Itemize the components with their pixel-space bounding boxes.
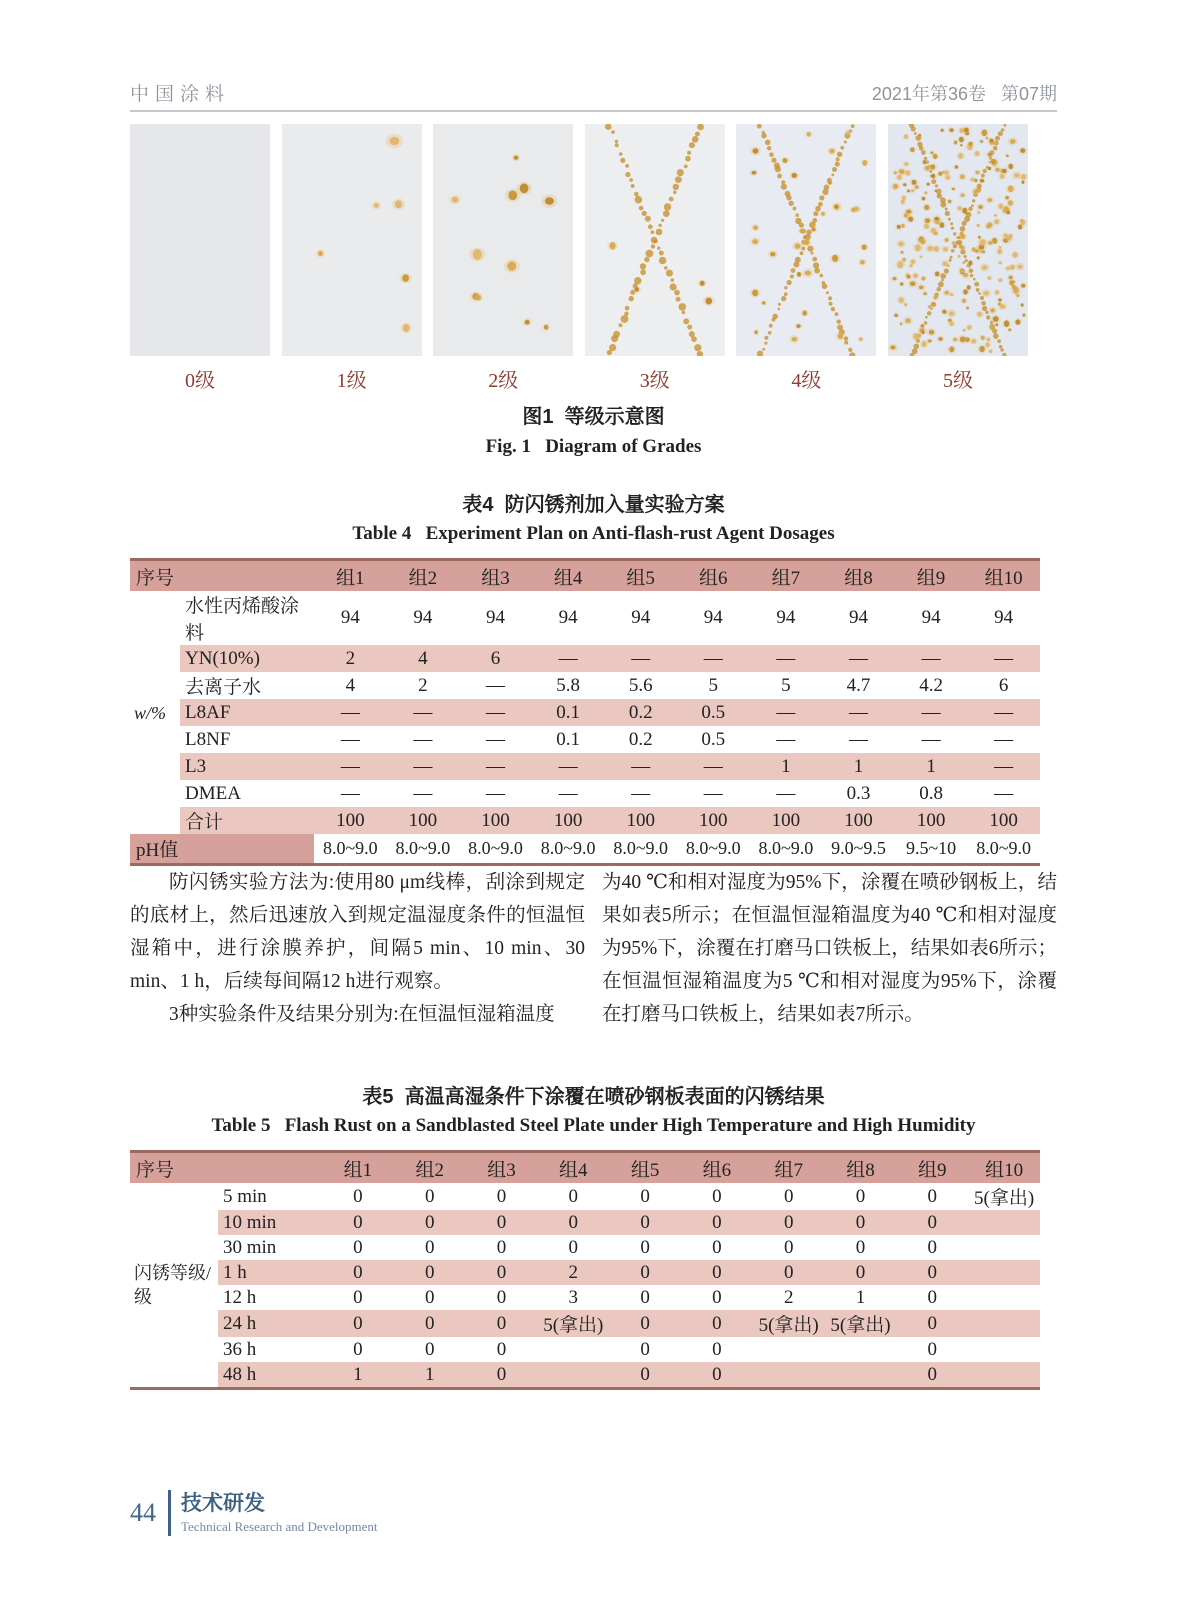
table5-cell: 0 — [394, 1210, 466, 1235]
table5-col-header: 组2 — [394, 1152, 466, 1184]
table5-cell: 0 — [496, 1286, 507, 1308]
table5-row-label: 36 h — [223, 1338, 257, 1360]
table5-cell: 0 — [825, 1260, 897, 1285]
table4-cell: 5 — [781, 674, 791, 696]
table4-cell: 5.8 — [556, 674, 580, 696]
table5-col-header: 组9 — [896, 1152, 968, 1184]
table4-cell: — — [604, 645, 677, 672]
table4-ph-row — [130, 834, 1040, 865]
table4-cell: 94 — [413, 607, 433, 628]
table5-col-header: 组5 — [609, 1152, 681, 1184]
table5-cell: 0 — [496, 1185, 507, 1207]
table5-cell: 5(拿出) — [753, 1310, 825, 1337]
table5-cell: 0 — [712, 1236, 722, 1258]
table5-cell — [968, 1362, 1040, 1389]
table4-ph-cell: 8.0~9.0 — [314, 834, 387, 865]
table4-cell: — — [631, 782, 651, 804]
table4-group-label: w/% — [130, 591, 180, 834]
table5-col-header: 组3 — [466, 1152, 538, 1184]
grade-image-3 — [585, 124, 725, 356]
table5-cell: 0 — [568, 1236, 579, 1258]
grade-image-5 — [888, 124, 1028, 356]
table5-cell: 0 — [712, 1286, 722, 1308]
table5-cell: 0 — [609, 1210, 681, 1235]
table4-ph-cell: 9.5~10 — [895, 834, 968, 865]
table5-cell: 0 — [896, 1362, 968, 1389]
table4-cell: 0.1 — [556, 728, 580, 750]
table5-col-header: 组1 — [322, 1152, 394, 1184]
table4-ph-label: pH值 — [130, 834, 314, 865]
table4-cell: — — [776, 782, 796, 804]
table4-ph-cell: 8.0~9.0 — [750, 834, 823, 865]
table4-cell: 94 — [703, 607, 723, 628]
table4-cell: 0.3 — [846, 782, 871, 804]
table5-cell: 0 — [394, 1260, 466, 1285]
table4-col-header: 组2 — [387, 560, 460, 592]
table4-title-en: Table 4 Experiment Plan on Anti-flash-rust Agent Dosages — [352, 523, 835, 544]
table4-cell: 0.5 — [701, 728, 726, 750]
table5-col-header: 组4 — [537, 1152, 609, 1184]
table5-cell: 0 — [353, 1236, 363, 1258]
table4-cell: 100 — [677, 807, 750, 834]
table5-cell: 0 — [855, 1236, 866, 1258]
table5-col-header: 组8 — [825, 1152, 897, 1184]
table5-group-label: 闪锈等级/级 — [130, 1183, 218, 1389]
text-col-right — [602, 866, 1057, 1031]
figure1-caption-cn: 图1 等级示意图 — [522, 406, 665, 428]
table4-cell: — — [532, 645, 605, 672]
table4-cell: — — [413, 728, 433, 750]
table4-row — [130, 699, 1040, 726]
table5-cell: 0 — [927, 1236, 938, 1258]
table4-cell: 1 — [750, 753, 823, 780]
table5-row-label: 30 min — [223, 1236, 277, 1258]
table4-cell: — — [314, 753, 387, 780]
grade-panel-1 — [282, 124, 422, 393]
table4-row-label: L8NF — [185, 728, 231, 750]
table5-row — [130, 1310, 1040, 1337]
table5-cell: 0 — [681, 1210, 753, 1235]
issue-info: 2021年第36卷 第07期 — [871, 84, 1057, 104]
grade-label: 4级 — [791, 370, 822, 392]
figure1-panels — [130, 124, 1028, 393]
table4-row — [130, 753, 1040, 780]
table4-cell: 0.5 — [677, 699, 750, 726]
grade-panel-0 — [130, 124, 270, 393]
table5-section — [130, 1080, 1057, 1390]
table5-cell: 0 — [783, 1236, 794, 1258]
table5-cell: 1 — [855, 1286, 866, 1308]
table4-cell: 100 — [822, 807, 895, 834]
table4-cell: 94 — [631, 607, 651, 628]
table5-row — [130, 1183, 1040, 1210]
grade-image-4 — [736, 124, 876, 356]
footer-section-cn: 技术研发 — [181, 1491, 265, 1515]
table5-cell: 0 — [927, 1286, 938, 1308]
table4-cell: 1 — [895, 753, 968, 780]
figure1-captions — [130, 400, 1057, 458]
table4-cell: — — [895, 645, 968, 672]
table5-cell: 5(拿出) — [537, 1310, 609, 1337]
table5-row — [130, 1210, 1040, 1235]
table4-cell: 2 — [418, 674, 428, 696]
table4-cell: 100 — [895, 807, 968, 834]
table4-cell: 94 — [558, 607, 578, 628]
paragraph-conditions-start: 3种实验条件及结果分别为:在恒温恒湿箱温度 — [169, 1004, 555, 1025]
table4-row-label: L3 — [180, 753, 314, 780]
table4-cell: 100 — [314, 807, 387, 834]
grade-panel-2 — [433, 124, 573, 393]
table5-cell: 0 — [537, 1210, 609, 1235]
table5-cell — [968, 1235, 1040, 1260]
table5-cell: 0 — [424, 1185, 435, 1207]
table4-cell: 94 — [776, 607, 796, 628]
table4-cell: — — [750, 699, 823, 726]
table4-cell: — — [921, 728, 941, 750]
table5-cell: 3 — [568, 1286, 579, 1308]
table5-row-label: 10 min — [218, 1210, 322, 1235]
table4-ph-cell: 8.0~9.0 — [604, 834, 677, 865]
page-header — [130, 78, 1057, 112]
table5-cell: 1 — [322, 1362, 394, 1389]
table5-cell: 0 — [855, 1185, 866, 1207]
table5-cell — [825, 1337, 897, 1362]
table5-row-label: 5 min — [223, 1185, 267, 1207]
table4-col-header: 组6 — [677, 560, 750, 592]
table5-cell: 0 — [322, 1210, 394, 1235]
table5-cell: 0 — [353, 1185, 363, 1207]
table4-cell: 100 — [604, 807, 677, 834]
table4-cell: 94 — [340, 607, 360, 628]
table5-row — [130, 1337, 1040, 1362]
table5-cell: 0 — [496, 1236, 507, 1258]
table5-cell — [968, 1337, 1040, 1362]
table5-cell — [968, 1285, 1040, 1310]
table5-cell: 0 — [825, 1210, 897, 1235]
table4-cell: 2 — [314, 645, 387, 672]
table4-cell: 5.6 — [628, 674, 653, 696]
table4-cell: 94 — [848, 607, 868, 628]
paragraph-conditions-cont: 为40 ℃和相对湿度为95%下，涂覆在喷砂钢板上，结果如表5所示；在恒温恒湿箱温度为40 ℃和相对湿度为95%下，涂覆在打磨马口铁板上，结果如表6所示；在恒温恒湿箱温度为5 ℃和相对湿度为95%下，涂覆在打磨马口铁板上，结果如表7所示。 — [602, 872, 1057, 1025]
table4-col-header: 组10 — [967, 560, 1040, 592]
table5-row-label: 48 h — [218, 1362, 322, 1389]
grade-image-2 — [433, 124, 573, 356]
table5-cell: 0 — [424, 1338, 435, 1360]
table5-cell: 0 — [640, 1185, 650, 1207]
table5-row — [130, 1260, 1040, 1285]
page-number: 44 — [130, 1498, 156, 1527]
table4-cell: 100 — [967, 807, 1040, 834]
grade-label: 2级 — [488, 370, 519, 392]
table4-cell: — — [967, 753, 1040, 780]
table5-cell — [968, 1210, 1040, 1235]
table4-ph-cell: 8.0~9.0 — [677, 834, 750, 865]
table4-row — [130, 726, 1040, 753]
table4-cell: 0.8 — [919, 782, 943, 804]
text-col-left — [130, 866, 585, 1031]
table4-row-label: L8AF — [180, 699, 314, 726]
table4-row-label: 水性丙烯酸涂料 — [185, 596, 300, 644]
table4-cell: — — [703, 782, 723, 804]
table4-cell: 100 — [459, 807, 532, 834]
table4-cell: — — [822, 645, 895, 672]
table5-cell: 0 — [896, 1210, 968, 1235]
grade-label: 3级 — [639, 370, 670, 392]
table5-cell: 0 — [466, 1260, 538, 1285]
table4-cell: 94 — [486, 607, 505, 628]
grade-panel-4 — [736, 124, 876, 393]
table5-cell: 5(拿出) — [974, 1188, 1035, 1209]
table4-cell: 100 — [750, 807, 823, 834]
table5-cell: 0 — [712, 1185, 722, 1207]
table4-cell: — — [486, 728, 505, 750]
footer-section-en: Technical Research and Development — [181, 1518, 378, 1534]
table4-col-header: 组1 — [314, 560, 387, 592]
grade-label: 1级 — [336, 370, 367, 392]
table5-cell: 2 — [783, 1286, 794, 1308]
table5-header-row — [130, 1152, 1040, 1184]
table4-col-header: 组9 — [895, 560, 968, 592]
table4-cell: — — [994, 728, 1014, 750]
footer-divider — [168, 1490, 171, 1536]
grade-label: 5级 — [942, 370, 973, 392]
table5-cell: 2 — [537, 1260, 609, 1285]
table4-cell: — — [895, 699, 968, 726]
table5-cell — [825, 1362, 897, 1389]
table4-cell: 4.7 — [846, 674, 871, 696]
table4-col-header: 组4 — [532, 560, 605, 592]
table4-cell: 94 — [994, 607, 1014, 628]
table5-cell: 0 — [681, 1310, 753, 1337]
table5-cell: 0 — [681, 1260, 753, 1285]
table4-cell: 6 — [459, 645, 532, 672]
table4-cell: 6 — [998, 674, 1009, 696]
table4-cell: — — [967, 699, 1040, 726]
table4-header-row — [130, 560, 1040, 592]
table4-cell: 0.1 — [532, 699, 605, 726]
table4-cell: 100 — [387, 807, 460, 834]
table4-cell: 1 — [822, 753, 895, 780]
table5-cell — [537, 1337, 609, 1362]
figure1-caption-en: Fig. 1 Diagram of Grades — [485, 436, 702, 457]
table5-row-label: 1 h — [218, 1260, 322, 1285]
table5-cell: 0 — [496, 1338, 507, 1360]
table4-cell: — — [822, 699, 895, 726]
table5-table — [130, 1150, 1040, 1390]
table5-cell — [968, 1260, 1040, 1285]
table5-title-cn: 表5 高温高湿条件下涂覆在喷砂钢板表面的闪锈结果 — [362, 1086, 825, 1108]
table5-title-en: Table 5 Flash Rust on a Sandblasted Steel Plate under High Temperature and High Humidity — [211, 1115, 976, 1136]
table5-row — [130, 1362, 1040, 1389]
table4-cell: 94 — [921, 607, 941, 628]
table4-row — [130, 807, 1040, 834]
table5-cell: 0 — [640, 1338, 650, 1360]
table4-ph-cell: 8.0~9.0 — [387, 834, 460, 865]
table5-col-header: 组7 — [753, 1152, 825, 1184]
table4-cell: — — [486, 674, 505, 696]
table5-cell: 0 — [927, 1185, 938, 1207]
table5-cell — [753, 1362, 825, 1389]
table5-cell — [753, 1337, 825, 1362]
table4-table — [130, 558, 1040, 866]
table5-cell: 0 — [681, 1362, 753, 1389]
table5-row-label: 24 h — [218, 1310, 322, 1337]
table4-cell: — — [532, 753, 605, 780]
table4-col-header: 组5 — [604, 560, 677, 592]
table4-col-header: 组7 — [750, 560, 823, 592]
grade-panel-5 — [888, 124, 1028, 393]
table5-cell: 0 — [712, 1338, 722, 1360]
table5-col-header: 组6 — [681, 1152, 753, 1184]
table5-col-header: 组10 — [968, 1152, 1040, 1184]
table4-ph-cell: 8.0~9.0 — [459, 834, 532, 865]
table5-cell: 0 — [424, 1286, 435, 1308]
table5-cell: 5(拿出) — [825, 1310, 897, 1337]
table4-corner: 序号 — [130, 560, 314, 592]
table4-cell: — — [459, 753, 532, 780]
table4-row-label: YN(10%) — [180, 645, 314, 672]
table5-cell: 0 — [466, 1362, 538, 1389]
table4-row — [130, 672, 1040, 699]
table5-cell: 0 — [322, 1310, 394, 1337]
table4-row — [130, 645, 1040, 672]
journal-title: 中国涂料 — [130, 84, 231, 105]
table4-cell: 5 — [708, 674, 719, 696]
table5-cell: 0 — [783, 1185, 794, 1207]
table5-cell: 0 — [753, 1260, 825, 1285]
table5-row-label: 12 h — [223, 1286, 257, 1308]
grade-image-1 — [282, 124, 422, 356]
table5-cell: 0 — [322, 1260, 394, 1285]
table4-col-header: 组8 — [822, 560, 895, 592]
table4-row — [130, 780, 1040, 807]
table4-col-header: 组3 — [459, 560, 532, 592]
table5-cell: 0 — [896, 1310, 968, 1337]
table4-cell: — — [750, 645, 823, 672]
table4-cell: — — [314, 699, 387, 726]
table5-cell: 0 — [568, 1185, 579, 1207]
table5-cell: 0 — [640, 1286, 650, 1308]
table4-cell: 4.2 — [919, 674, 943, 696]
grade-label: 0级 — [185, 370, 215, 392]
table5-row — [130, 1285, 1040, 1310]
table5-cell: 0 — [466, 1210, 538, 1235]
table4-row-label: 合计 — [180, 807, 314, 834]
table5-cell: 0 — [353, 1338, 363, 1360]
table4-row-label: DMEA — [185, 782, 241, 804]
paragraph-method: 防闪锈实验方法为:使用80 μm线棒，刮涂到规定的底材上，然后迅速放入到规定温湿度条件的恒温恒湿箱中，进行涂膜养护，间隔5 min、10 min、30 min、1 h，后续每间隔12 h进行观察。 — [130, 872, 585, 992]
grade-panel-3 — [585, 124, 725, 393]
table4-cell: — — [994, 782, 1014, 804]
table5-cell: 0 — [609, 1260, 681, 1285]
table5-cell: 1 — [394, 1362, 466, 1389]
table5-cell: 0 — [609, 1310, 681, 1337]
body-text — [130, 866, 1057, 1031]
table5-cell: 0 — [424, 1236, 435, 1258]
table4-ph-cell: 8.0~9.0 — [967, 834, 1040, 865]
table5-cell: 0 — [927, 1338, 938, 1360]
table4-cell: — — [486, 782, 505, 804]
table4-cell: — — [558, 782, 578, 804]
table4-cell: — — [387, 753, 460, 780]
table5-cell: 0 — [353, 1286, 363, 1308]
table5-row — [130, 1235, 1040, 1260]
table4-row — [130, 591, 1040, 645]
table4-cell: — — [604, 753, 677, 780]
grade-image-0 — [130, 124, 270, 356]
table5-cell: 0 — [896, 1260, 968, 1285]
table4-cell: — — [776, 728, 796, 750]
table4-cell: — — [340, 782, 360, 804]
table4-cell: 4 — [387, 645, 460, 672]
table4-cell: 0.2 — [628, 728, 653, 750]
table4-section — [130, 488, 1057, 866]
table4-cell: — — [413, 782, 433, 804]
table4-cell: 100 — [532, 807, 605, 834]
table4-cell: — — [340, 728, 360, 750]
table4-cell: — — [967, 645, 1040, 672]
table4-cell: 4 — [345, 674, 356, 696]
table4-cell: — — [677, 753, 750, 780]
table5-cell — [537, 1362, 609, 1389]
table4-title-cn: 表4 防闪锈剂加入量实验方案 — [462, 494, 725, 516]
table4-cell: 0.2 — [604, 699, 677, 726]
table5-cell: 0 — [466, 1310, 538, 1337]
table4-cell: — — [848, 728, 868, 750]
table5-cell: 0 — [394, 1310, 466, 1337]
table4-cell: — — [459, 699, 532, 726]
table5-cell — [968, 1310, 1040, 1337]
table4-cell: — — [387, 699, 460, 726]
table5-cell: 0 — [753, 1210, 825, 1235]
page-footer — [130, 1490, 378, 1536]
table4-ph-cell: 8.0~9.0 — [532, 834, 605, 865]
table5-cell: 0 — [609, 1362, 681, 1389]
table5-corner: 序号 — [130, 1152, 322, 1184]
table4-cell: — — [677, 645, 750, 672]
table4-row-label: 去离子水 — [185, 677, 262, 698]
table5-cell: 0 — [640, 1236, 650, 1258]
table4-ph-cell: 9.0~9.5 — [822, 834, 895, 865]
